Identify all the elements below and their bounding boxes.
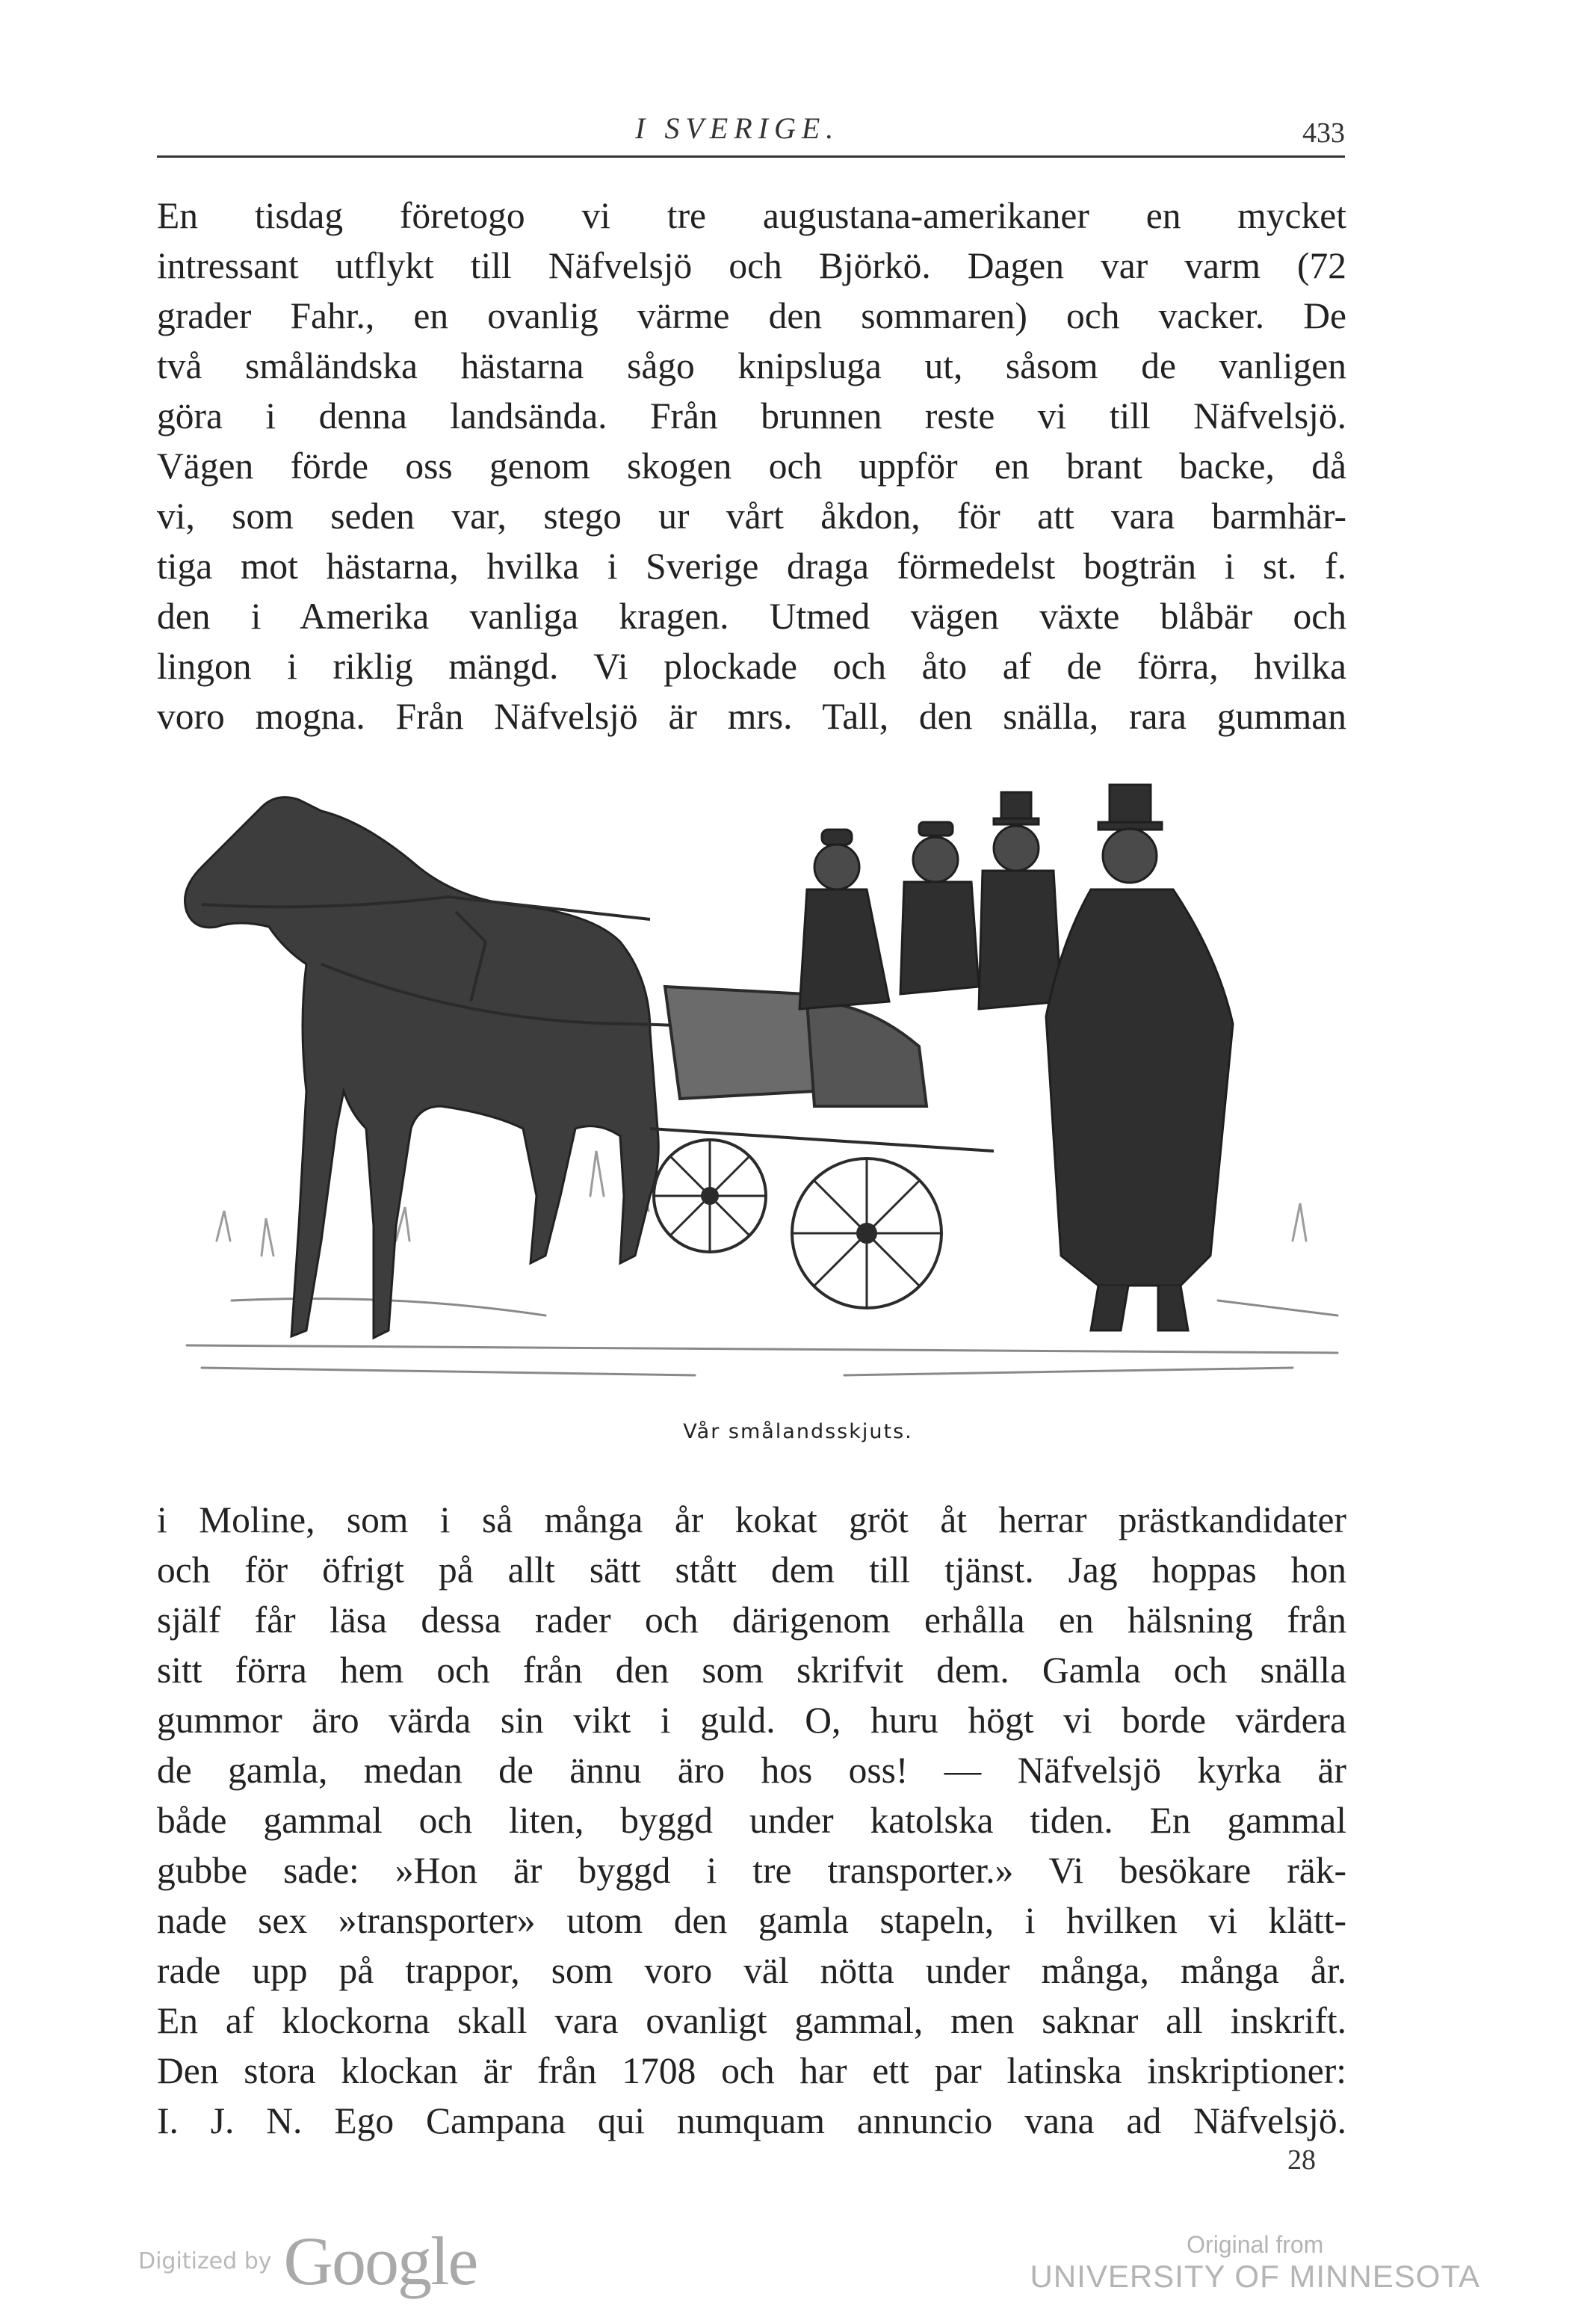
text-line: voro mogna. Från Näfvelsjö är mrs. Tall, den snälla, rara gumman (157, 696, 1346, 737)
text-line: rade upp på trappor, som voro väl nötta under många, många år. (157, 1950, 1346, 1991)
carriage-icon (650, 987, 994, 1308)
text-line: gubbe sade: »Hon är byggd i tre transporter.» Vi besökare räk- (157, 1850, 1346, 1891)
google-logo: Google (283, 2223, 477, 2299)
text-line: vi, som seden var, stego ur vårt åkdon, för att vara barmhär- (157, 496, 1346, 537)
text-line: En af klockorna skall vara ovanligt gammal, men saknar all inskrift. (157, 2000, 1346, 2041)
original-source: UNIVERSITY OF MINNESOTA (1030, 2259, 1480, 2294)
original-label: Original from (1187, 2231, 1324, 2258)
text-line: grader Fahr., en ovanlig värme den sommaren) och vacker. De (157, 295, 1346, 336)
text-line: lingon i riklig mängd. Vi plockade och åto af de förra, hvilka (157, 646, 1346, 687)
page-number: 433 (1302, 117, 1345, 149)
text-line: göra i denna landsända. Från brunnen reste vi till Näfvelsjö. (157, 395, 1346, 436)
text-line: två småländska hästarna sågo knipsluga ut, såsom de vanligen (157, 345, 1346, 386)
paragraph-1 (157, 191, 1346, 741)
paragraph-2 (157, 1495, 1346, 2146)
text-line: själf får läsa dessa rader och därigenom erhålla en hälsning från (157, 1599, 1346, 1641)
illustration-caption: Vår smålandsskjuts. (683, 1420, 913, 1443)
text-line: tiga mot hästarna, hvilka i Sverige draga förmedelst bogträn i st. f. (157, 546, 1346, 587)
text-line: de gamla, medan de ännu äro hos oss! — Näfvelsjö kyrka är (157, 1750, 1346, 1791)
text-line: sitt förra hem och från den som skrifvit dem. Gamla och snälla (157, 1650, 1346, 1691)
digitized-label: Digitized by (138, 2248, 272, 2274)
passengers-icon (799, 792, 1061, 1009)
horse-icon (185, 798, 659, 1338)
horse-carriage-illustration (172, 777, 1352, 1398)
text-line: och för öfrigt på allt sätt stått dem till tjänst. Jag hoppas hon (157, 1549, 1346, 1591)
original-from-watermark (1030, 2231, 1480, 2295)
running-title: I SVERIGE. (635, 111, 840, 145)
text-line: I. J. N. Ego Campana qui numquam annuncio vana ad Näfvelsjö. (157, 2100, 1346, 2141)
text-line: Den stora klockan är från 1708 och har ett par latinska inskriptioner: (157, 2050, 1346, 2091)
signature-mark: 28 (1287, 2144, 1316, 2176)
text-line: i Moline, som i så många år kokat gröt åt herrar prästkandidater (157, 1499, 1346, 1540)
text-line: intressant utflykt till Näfvelsjö och Björkö. Dagen var varm (72 (157, 245, 1346, 286)
digitized-by-watermark (138, 2224, 477, 2298)
text-line: gummor äro värda sin vikt i guld. O, huru högt vi borde värdera (157, 1700, 1346, 1741)
standing-man-icon (1046, 785, 1233, 1330)
running-head (157, 111, 1345, 158)
text-line: En tisdag företogo vi tre augustana-amerikaner en mycket (157, 195, 1346, 236)
text-line: både gammal och liten, byggd under katolska tiden. En gammal (157, 1800, 1346, 1841)
text-line: Vägen förde oss genom skogen och uppför en brant backe, då (157, 445, 1346, 487)
text-line: den i Amerika vanliga kragen. Utmed vägen växte blåbär och (157, 596, 1346, 637)
text-line: nade sex »transporter» utom den gamla stapeln, i hvilken vi klätt- (157, 1900, 1346, 1941)
